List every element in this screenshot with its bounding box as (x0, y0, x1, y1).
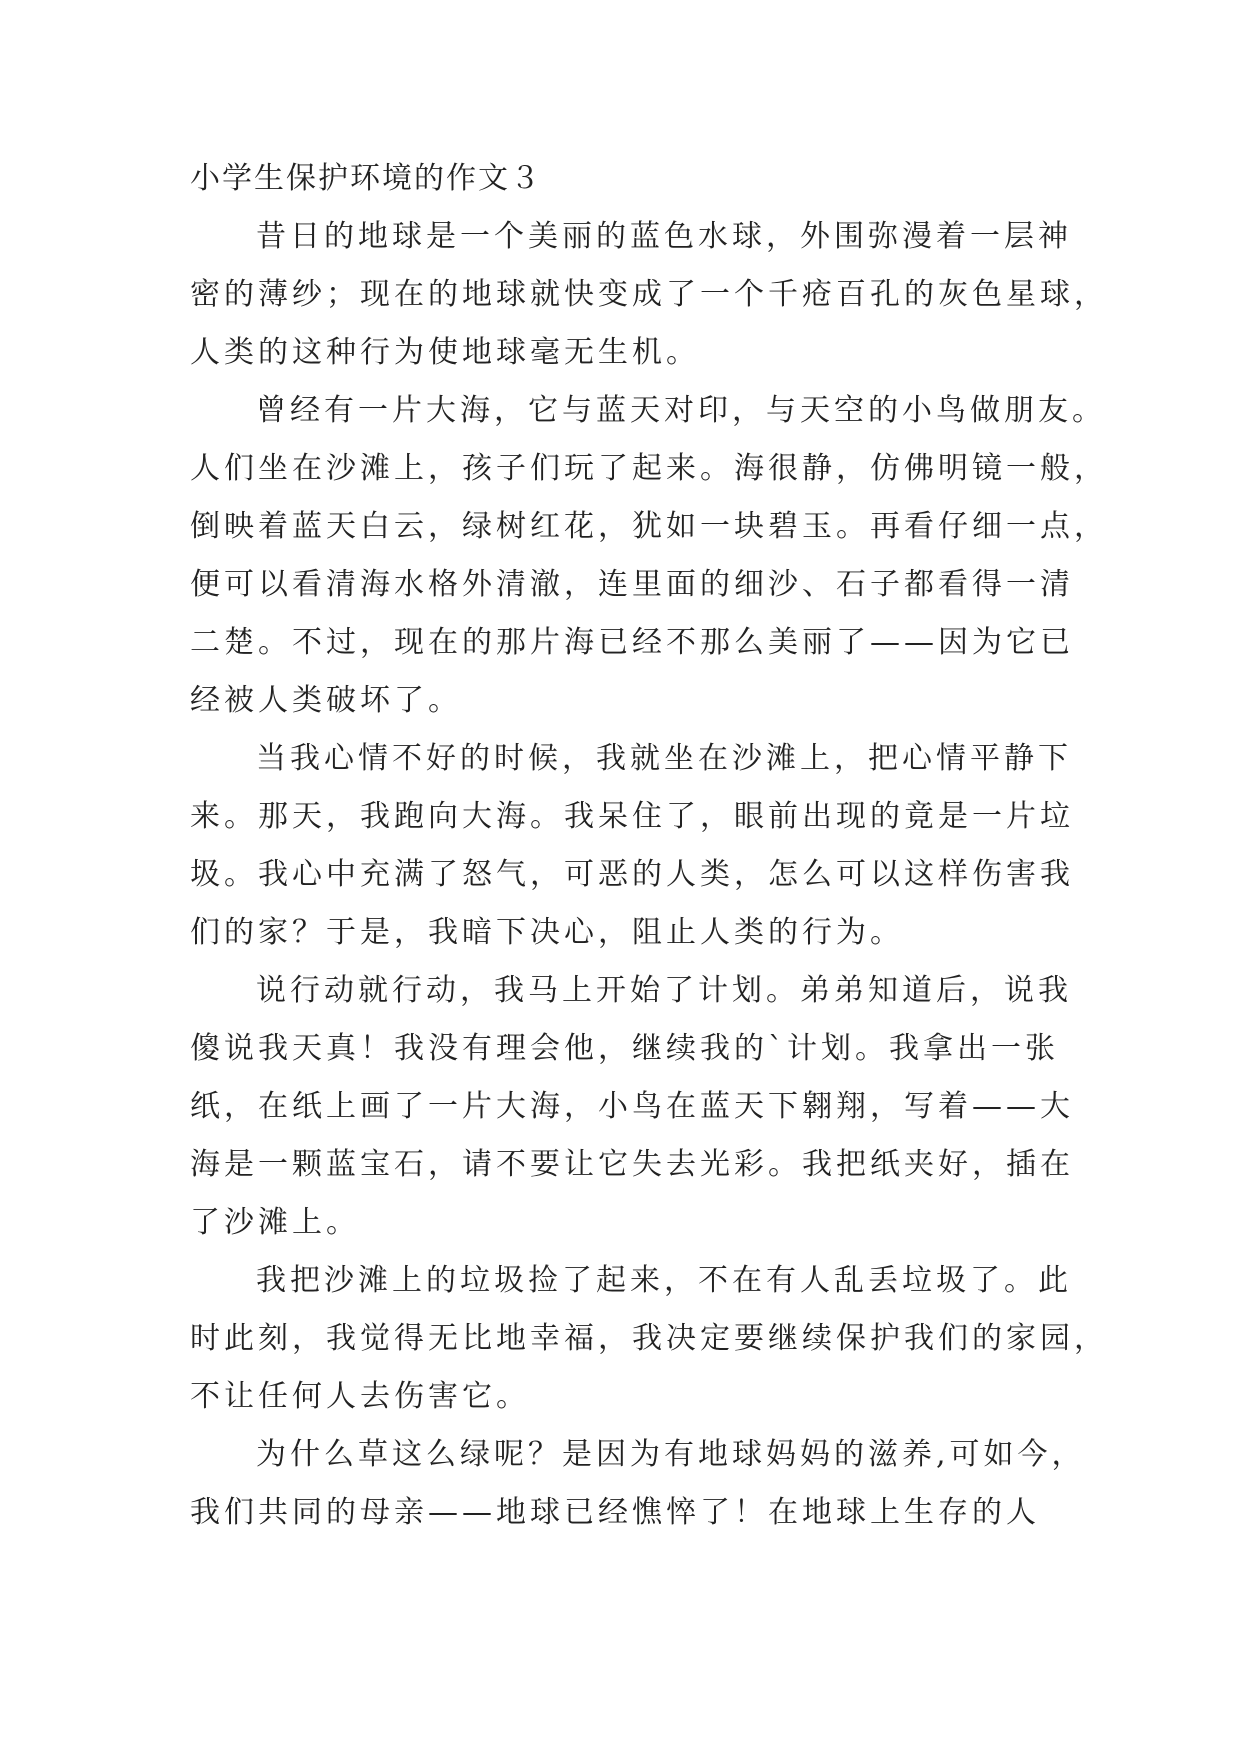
document-body (190, 160, 1108, 1552)
text-line: 人类的这种行为使地球毫无生机。 (190, 335, 700, 370)
text-line: 傻说我天真！我没有理会他，继续我的`计划。我拿出一张 (190, 1031, 1059, 1066)
text-line: 密的薄纱；现在的地球就快变成了一个千疮百孔的灰色星球， (190, 277, 1108, 312)
text-line: 了沙滩上。 (190, 1205, 360, 1240)
text-line: 为什么草这么绿呢？是因为有地球妈妈的滋养,可如今， (256, 1437, 1086, 1472)
paragraph-4 (190, 972, 1090, 1242)
text-line: 曾经有一片大海，它与蓝天对印，与天空的小鸟做朋友。 (256, 393, 1106, 428)
paragraph-1 (190, 218, 1108, 372)
text-line: 经被人类破坏了。 (190, 683, 462, 718)
text-line: 们的家？于是，我暗下决心，阻止人类的行为。 (190, 915, 904, 950)
text-line: 时此刻，我觉得无比地幸福，我决定要继续保护我们的家园， (190, 1321, 1108, 1356)
document-title: 小学生保护环境的作文３ (190, 161, 542, 196)
text-line: 海是一颗蓝宝石，请不要让它失去光彩。我把纸夹好，插在 (190, 1147, 1074, 1182)
text-line: 不让任何人去伤害它。 (190, 1379, 530, 1414)
text-line: 我们共同的母亲——地球已经憔悴了！在地球上生存的人 (190, 1495, 1040, 1530)
paragraph-6 (190, 1436, 1090, 1532)
text-line: 说行动就行动，我马上开始了计划。弟弟知道后，说我 (256, 973, 1072, 1008)
text-line: 圾。我心中充满了怒气，可恶的人类，怎么可以这样伤害我 (190, 857, 1074, 892)
text-line: 当我心情不好的时候，我就坐在沙滩上，把心情平静下 (256, 741, 1072, 776)
paragraph-2 (190, 392, 1108, 720)
text-line: 昔日的地球是一个美丽的蓝色水球，外围弥漫着一层神 (256, 219, 1072, 254)
paragraph-5 (190, 1262, 1108, 1416)
text-line: 倒映着蓝天白云，绿树红花，犹如一块碧玉。再看仔细一点， (190, 509, 1108, 544)
text-line: 二楚。不过，现在的那片海已经不那么美丽了——因为它已 (190, 625, 1074, 660)
paragraph-3 (190, 740, 1090, 952)
text-line: 来。那天，我跑向大海。我呆住了，眼前出现的竟是一片垃 (190, 799, 1074, 834)
text-line: 我把沙滩上的垃圾捡了起来，不在有人乱丢垃圾了。此 (256, 1263, 1072, 1298)
text-line: 便可以看清海水格外清澈，连里面的细沙、石子都看得一清 (190, 567, 1074, 602)
text-line: 人们坐在沙滩上，孩子们玩了起来。海很静，仿佛明镜一般， (190, 451, 1108, 486)
text-line: 纸，在纸上画了一片大海，小鸟在蓝天下翱翔，写着——大 (190, 1089, 1074, 1124)
